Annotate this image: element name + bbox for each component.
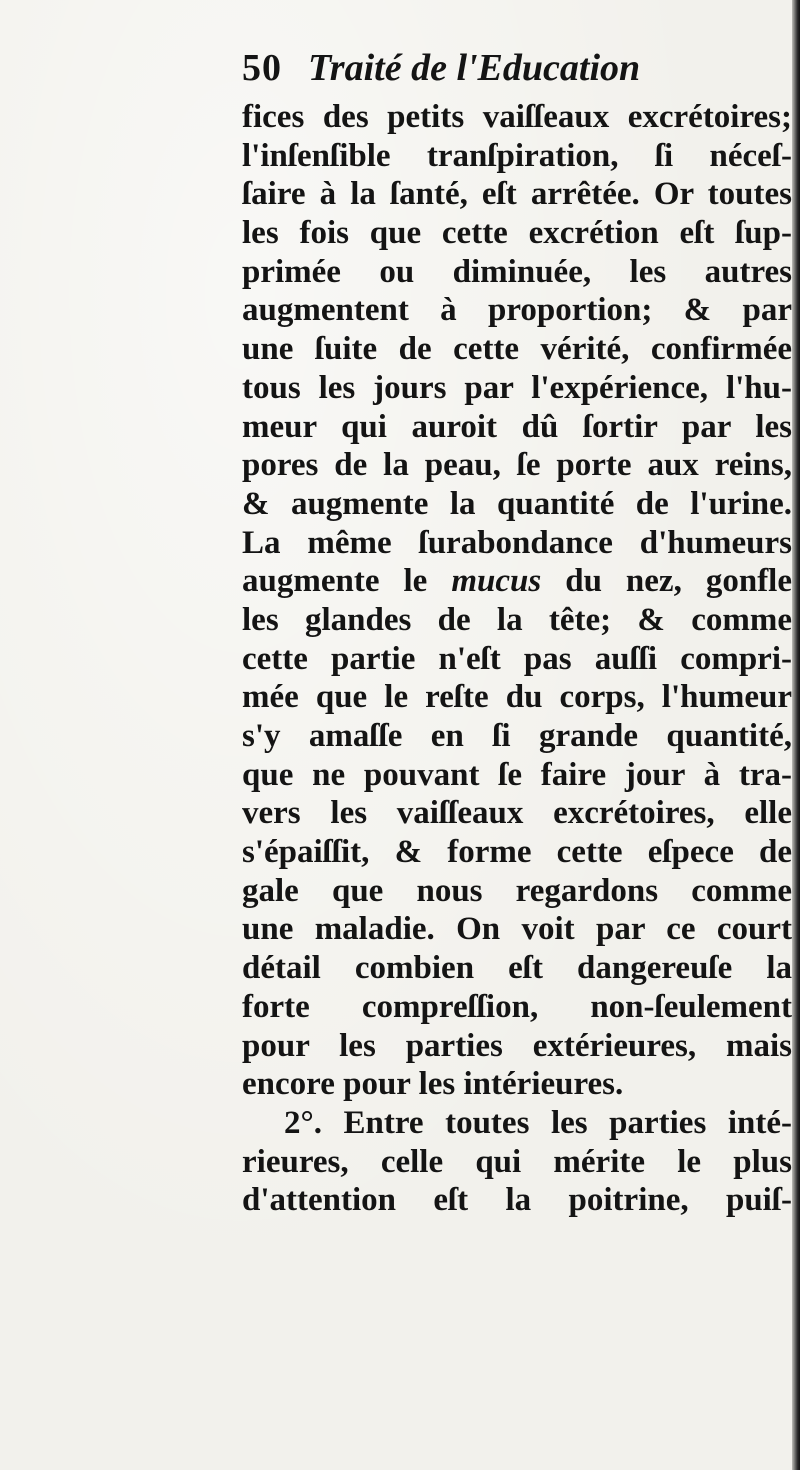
text-line: La même ſurabondance d'humeurs bbox=[242, 524, 792, 561]
text-line: une ſuite de cette vérité, confirmée bbox=[242, 331, 792, 368]
text-line: que ne pouvant ſe faire jour à tra- bbox=[242, 756, 792, 793]
text-line: gale que nous regardons comme bbox=[242, 872, 792, 909]
text-line: vers les vaiſſeaux excrétoires, elle bbox=[242, 795, 792, 832]
text-line: mée que le reſte du corps, l'humeur bbox=[242, 679, 792, 716]
text-line: meur qui auroit dû ſortir par les bbox=[242, 408, 792, 445]
text-line: d'attention eſt la poitrine, puiſ- bbox=[242, 1182, 792, 1219]
text-line: primée ou diminuée, les autres bbox=[242, 253, 792, 290]
body-text bbox=[242, 98, 792, 1220]
text-line: les glandes de la tête; & comme bbox=[242, 601, 792, 638]
italic-term: mucus bbox=[451, 563, 542, 600]
page-header bbox=[242, 46, 640, 94]
text-line: augmente le mucus du nez, gonfle bbox=[242, 563, 792, 600]
text-line: pores de la peau, ſe porte aux reins, bbox=[242, 447, 792, 484]
page-edge-shadow bbox=[792, 0, 800, 1470]
text-line: pour les parties extérieures, mais bbox=[242, 1027, 792, 1064]
text-line: fices des petits vaiſſeaux excrétoires; bbox=[242, 99, 792, 135]
text-line: & augmente la quantité de l'urine. bbox=[242, 485, 792, 522]
text-line: détail combien eſt dangereuſe la bbox=[242, 950, 792, 987]
text-line: rieures, celle qui mérite le plus bbox=[242, 1143, 792, 1180]
text-line: s'épaiſſit, & forme cette eſpece de bbox=[242, 834, 792, 871]
text-line: encore pour les intérieures. bbox=[242, 1066, 624, 1103]
running-head: Traité de l'Education bbox=[308, 47, 641, 89]
text-line: ſaire à la ſanté, eſt arrêtée. Or toutes bbox=[242, 176, 792, 213]
page-number: 50 bbox=[242, 47, 282, 89]
text-line: les fois que cette excrétion eſt ſup- bbox=[242, 215, 792, 252]
text-line: 2°. Entre toutes les parties inté- bbox=[284, 1104, 792, 1141]
text-line: s'y amaſſe en ſi grande quantité, bbox=[242, 718, 792, 754]
text-line: cette partie n'eſt pas auſſi compri- bbox=[242, 640, 792, 677]
text-line: l'inſenſible tranſpiration, ſi néceſ- bbox=[242, 137, 792, 174]
text-line: tous les jours par l'expérience, l'hu- bbox=[242, 369, 792, 406]
text-line: forte compreſſion, non-ſeulement bbox=[242, 988, 792, 1025]
text-line: une maladie. On voit par ce court bbox=[242, 911, 792, 948]
text-line: augmentent à proportion; & par bbox=[242, 292, 792, 329]
